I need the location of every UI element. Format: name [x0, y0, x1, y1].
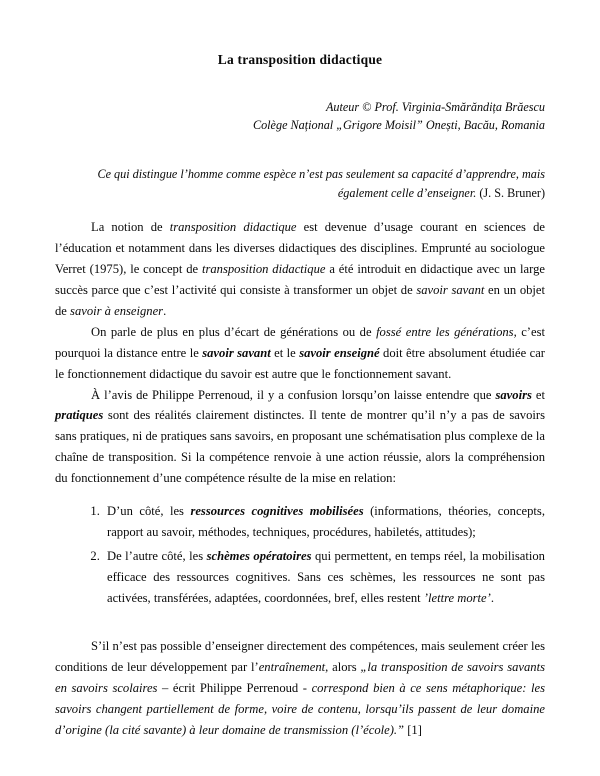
- author-line: Auteur © Prof. Virginia-Smărăndița Brăescu: [325, 100, 545, 114]
- text-segment: savoir savant: [202, 345, 271, 360]
- text-segment: correspond bien à ce sens métaphorique: les savoirs changent partiellement de forme, voire de contenu, lorsqu’ils passent de leur domaine d’origine (la cité savante) à leur domaine de transmission (l’école).”: [55, 681, 545, 737]
- text-segment: De l’autre côté, les: [107, 548, 207, 563]
- text-segment: c’est pourquoi la distance entre le: [55, 324, 545, 360]
- text-segment: savoirs: [495, 387, 532, 402]
- text-segment: ressources cognitives mobilisées: [190, 503, 364, 518]
- epigraph: [55, 165, 545, 203]
- text-segment: a été introduit en didactique avec un large succès parce que c’est l’activité qui consiste à transformer un objet de: [55, 262, 545, 298]
- list-item: [103, 546, 545, 609]
- list-item: [103, 501, 545, 543]
- text-segment: transposition didactique: [201, 262, 326, 277]
- text-segment: – écrit Philippe Perrenoud -: [157, 681, 312, 696]
- text-segment: D’un côté, les: [107, 503, 191, 518]
- text-segment: ’lettre morte’: [423, 590, 491, 605]
- text-segment: en un objet de: [55, 283, 545, 318]
- text-segment: S’il n’est pas possible d’enseigner directement des compétences, mais seulement créer les conditions de leur développement par l’: [55, 639, 545, 675]
- text-segment: et: [531, 387, 545, 402]
- text-segment: , alors: [325, 660, 361, 675]
- text-segment: savoir à enseigner: [70, 303, 164, 318]
- document-body: [55, 217, 545, 740]
- numbered-list: [55, 501, 545, 608]
- text-segment: et le: [270, 345, 300, 360]
- paragraph: [55, 322, 545, 385]
- text-segment: .: [163, 303, 167, 318]
- text-segment: fossé entre les générations,: [376, 324, 517, 339]
- text-segment: On parle de plus en plus d’écart de générations ou de: [91, 324, 377, 339]
- paragraph: [55, 217, 545, 321]
- text-segment: .: [490, 590, 494, 605]
- text-segment: doit être absolument étudiée car le fonctionnement didactique du savoir est autre que le fonctionnement savant.: [55, 345, 545, 381]
- text-segment: transposition didactique: [169, 220, 297, 235]
- text-segment: savoir savant: [416, 283, 485, 298]
- text-segment: Ce qui distingue l’homme comme espèce n’est pas seulement sa capacité d’apprendre, mais également celle d’enseigner.: [97, 166, 545, 200]
- document-title: La transposition didactique: [217, 52, 383, 67]
- text-segment: (informations, théories, concepts, rapport au savoir, méthodes, techniques, procédures, habiletés, attitudes);: [107, 503, 545, 539]
- text-segment: [1]: [407, 723, 422, 737]
- text-segment: entraînement: [258, 660, 326, 675]
- text-segment: „la transposition de savoirs savants en savoirs scolaires: [55, 660, 545, 696]
- text-segment: est devenue d’usage courant en sciences de l’éducation et notamment dans les diverses didactiques des disciplines. Emprunté au sociologue Verret (1975), le concept de: [55, 220, 545, 277]
- paragraph: [55, 636, 545, 740]
- text-segment: (J. S. Bruner): [476, 185, 545, 200]
- paragraph: [55, 385, 545, 489]
- text-segment: schèmes opératoires: [206, 548, 312, 563]
- affiliation-line: Colège Național „Grigore Moisil” Onești, Bacău, Romania: [252, 118, 545, 133]
- text-segment: À l’avis de Philippe Perrenoud, il y a confusion lorsqu’on laisse entendre que: [91, 387, 496, 402]
- author-block: [55, 98, 545, 135]
- text-segment: sont des réalités clairement distinctes. Il tente de montrer qu’il n’y a pas de savoirs sans pratiques, ni de pratiques sans savoirs, en proposant une schématisation plus complexe de la chaîne de transposition. Si la compétence renvoie à une action réussie, alors la compréhension du fonctionnement d’une compétence résulte de la mise en relation:: [55, 408, 545, 486]
- text-segment: pratiques: [55, 408, 104, 423]
- text-segment: La notion de: [91, 220, 170, 235]
- text-segment: qui permettent, en temps réel, la mobilisation efficace des ressources cognitives. Sans ces schèmes, les ressources ne sont pas activées, transférées, adaptées, coordonnées, bref, elles restent: [107, 548, 545, 605]
- text-segment: savoir enseigné: [299, 345, 380, 360]
